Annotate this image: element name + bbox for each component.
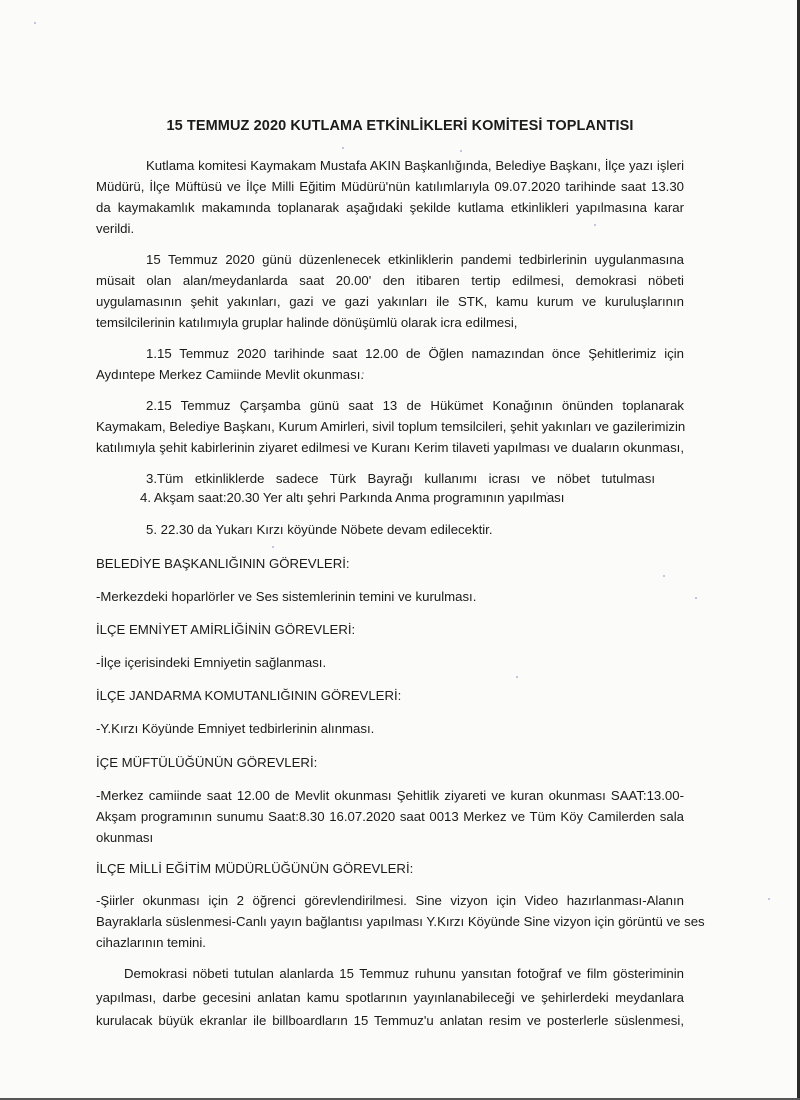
section-heading-municipality: BELEDİYE BAŞKANLIĞININ GÖREVLERİ: [96,556,350,571]
intro-line: Kutlama komitesi Kaymakam Mustafa AKIN Başkanlığında, Belediye Başkanı, İlçe yazı işleri [146,158,684,173]
closing-line: yapılması, darbe gecesini anlatan kamu spotlarının yayınlanabileceği ve şehirlerdeki meydanlara [96,990,684,1005]
intro-line: da kaymakamlık makamında toplanarak aşağıdaki şekilde kutlama etkinlikleri yapılmasına karar [96,200,684,215]
list-item-4: 4. Akşam saat:20.30 Yer altı şehri Parkında Anma programının yapılması [140,490,565,505]
section-duty-line: -Merkez camiinde saat 12.00 de Mevlit okunması Şehitlik ziyareti ve kuran okunması SAAT:13.00- [96,788,684,803]
scan-speck [342,147,344,149]
list-item-2-line: katılımıyla şehit kabirlerinin ziyaret edilmesi ve Kuranı Kerim tilaveti yapılması ve duaların okunması, [96,440,684,455]
list-item-5: 5. 22.30 da Yukarı Kırzı köyünde Nöbete devam edilecektir. [146,522,493,537]
section-duty-line: -Şiirler okunması için 2 öğrenci görevlendirilmesi. Sine vizyon için Video hazırlanması-Alanın [96,893,684,908]
section-duty-line: -İlçe içerisindeki Emniyetin sağlanması. [96,655,327,670]
list-item-1-line: Aydıntepe Merkez Camiinde Mevlit okunması. [96,367,365,382]
scan-speck [460,150,462,152]
scan-speck [594,224,596,226]
section-heading-police: İLÇE EMNİYET AMİRLİĞİNİN GÖREVLERİ: [96,622,356,637]
scan-speck [272,546,274,548]
section-duty-line: -Merkezdeki hoparlörler ve Ses sistemlerinin temini ve kurulması. [96,589,477,604]
section-heading-gendarmerie: İLÇE JANDARMA KOMUTANLIĞININ GÖREVLERİ: [96,688,402,703]
scan-speck [695,597,697,599]
paragraph-line: uygulamasının şehit yakınları, gazi ve gazi yakınları ile STK, kamu kurum ve kuruluşlarının [96,294,684,309]
section-heading-education: İLÇE MİLLİ EĞİTİM MÜDÜRLÜĞÜNÜN GÖREVLERİ: [96,861,414,876]
list-item-3: 3.Tüm etkinliklerde sadece Türk Bayrağı kullanımı icrası ve nöbet tutulması [146,471,655,486]
section-duty-line: okunması [96,830,154,845]
list-item-2-line: 2.15 Temmuz Çarşamba günü saat 13 de Hükümet Konağının önünden toplanarak [146,398,684,413]
paragraph-line: temsilcilerinin katılımıyla gruplar halinde dönüşümlü olarak icra edilmesi, [96,315,518,330]
scan-speck [516,676,518,678]
paragraph-line: müsait olan alan/meydanlarda saat 20.00' den itibaren tertip edilmesi, demokrasi nöbeti [96,273,684,288]
section-duty-line: Bayraklarla süslenmesi-Canlı yayın bağlantısı yapılması Y.Kırzı Köyünde Sine vizyon için görüntü ve ses [96,914,705,929]
scan-speck [663,575,665,577]
scan-speck [768,898,770,900]
closing-line: kurulacak büyük ekranlar ile billboardların 15 Temmuz'u anlatan resim ve posterlerle süslenmesi, [96,1013,684,1028]
section-duty-line: -Y.Kırzı Köyünde Emniyet tedbirlerinin alınması. [96,721,375,736]
section-duty-line: Akşam programının sunumu Saat:8.30 16.07.2020 saat 0013 Merkez ve Tüm Köy Camilerden sala [96,809,684,824]
paragraph-line: 15 Temmuz 2020 günü düzenlenecek etkinliklerin pandemi tedbirlerinin uygulanmasına [146,252,684,267]
list-item-1-line: 1.15 Temmuz 2020 tarihinde saat 12.00 de Öğlen namazından önce Şehitlerimiz için [146,346,684,361]
list-item-2-line: Kaymakam, Belediye Başkanı, Kurum Amirleri, sivil toplum temsilcileri, şehit yakınları ve gazilerimizin [96,419,686,434]
closing-line: Demokrasi nöbeti tutulan alanlarda 15 Temmuz ruhunu yansıtan fotoğraf ve film gösteriminin [124,966,684,981]
intro-line: verildi. [96,221,135,236]
scan-speck [34,22,36,24]
section-duty-line: cihazlarının temini. [96,935,206,950]
page-title: 15 TEMMUZ 2020 KUTLAMA ETKİNLİKLERİ KOMİTESİ TOPLANTISI [166,118,634,134]
section-heading-mufti: İÇE MÜFTÜLÜĞÜNÜN GÖREVLERİ: [96,755,318,770]
intro-line: Müdürü, İlçe Müftüsü ve İlçe Milli Eğitim Müdürü'nün katılımlarıyla 09.07.2020 tarihinde saat 13.30 [96,179,684,194]
